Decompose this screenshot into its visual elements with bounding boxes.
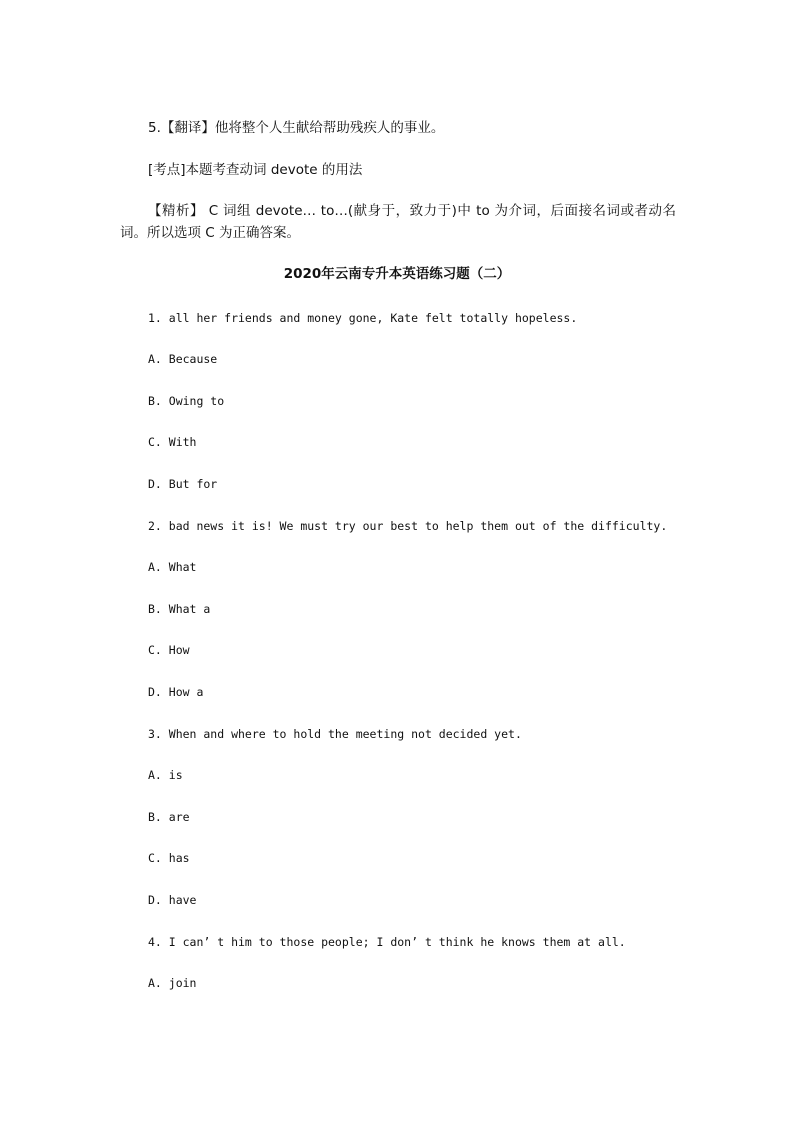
option-item: C. has — [148, 851, 190, 865]
option-item: A. is — [148, 768, 183, 782]
option-item: A. join — [148, 976, 197, 990]
option-item: D. have — [148, 893, 197, 907]
test-point-line: [考点]本题考查动词 devote 的用法 — [148, 162, 363, 178]
option-item: B. are — [148, 810, 190, 824]
question-stem: 3. When and where to hold the meeting not decided yet. — [148, 727, 522, 741]
question-stem: 2. bad news it is! We must try our best to help them out of the difficulty. — [148, 519, 668, 533]
translation-line: 5.【翻译】他将整个人生献给帮助残疾人的事业。 — [148, 120, 445, 136]
section-title: 2020年云南专升本英语练习题（二） — [283, 266, 511, 282]
option-item: C. How — [148, 643, 190, 657]
option-item: B. What a — [148, 602, 211, 616]
option-item: B. Owing to — [148, 394, 225, 408]
question-stem: 1. all her friends and money gone, Kate felt totally hopeless. — [148, 311, 578, 325]
analysis-paragraph: 【精析】 C 词组 devote… to…(献身于，致力于)中 to 为介词，后面接名词或者动名词。所以选项 C 为正确答案。 — [120, 203, 676, 241]
option-item: C. With — [148, 435, 197, 449]
option-item: D. But for — [148, 477, 218, 491]
option-item: A. What — [148, 560, 197, 574]
option-item: D. How a — [148, 685, 204, 699]
option-item: A. Because — [148, 352, 218, 366]
question-stem: 4. I can’ t him to those people; I don’ t think he knows them at all. — [148, 935, 626, 949]
